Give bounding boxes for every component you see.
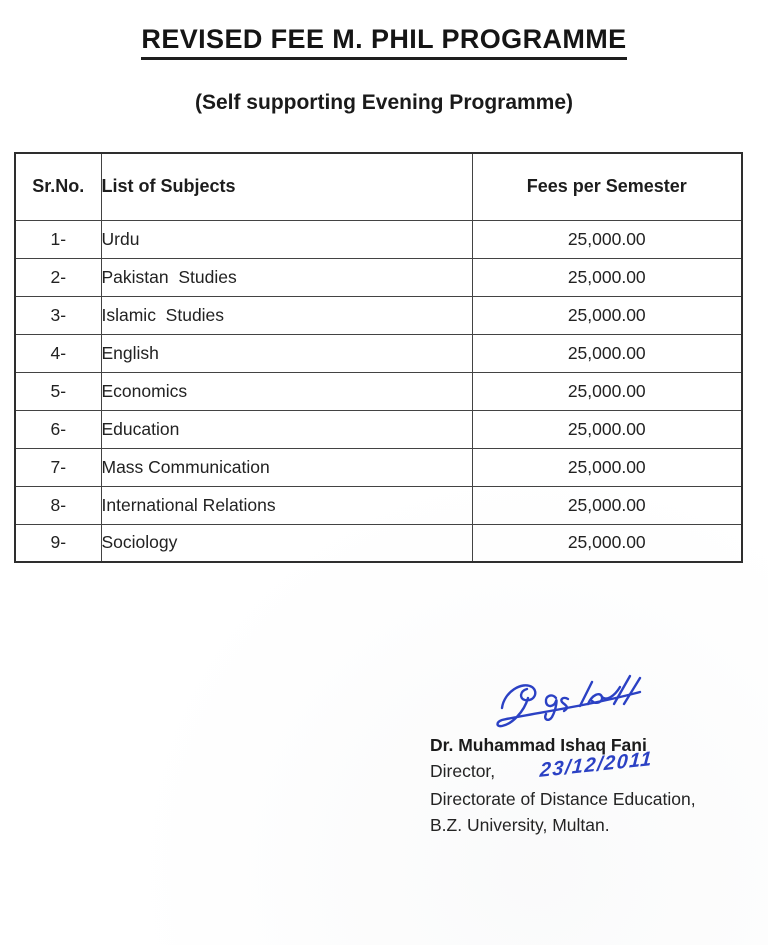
- table-row: [15, 258, 742, 296]
- cell-sr-no: 6-: [15, 410, 101, 448]
- cell-subject: International Relations: [101, 486, 472, 524]
- signatory-org-line1: Directorate of Distance Education,: [430, 789, 696, 809]
- cell-subject: Pakistan Studies: [101, 258, 472, 296]
- col-header-subjects: List of Subjects: [101, 153, 472, 220]
- cell-fee: 25,000.00: [472, 220, 742, 258]
- cell-sr-no: 1-: [15, 220, 101, 258]
- cell-fee: 25,000.00: [472, 410, 742, 448]
- handwritten-date: 23/12/2011: [539, 747, 654, 782]
- cell-subject: Urdu: [101, 220, 472, 258]
- cell-fee: 25,000.00: [472, 524, 742, 562]
- signatory-title-row: [430, 747, 760, 786]
- cell-subject: Sociology: [101, 524, 472, 562]
- cell-fee: 25,000.00: [472, 334, 742, 372]
- cell-subject: English: [101, 334, 472, 372]
- table-row: [15, 486, 742, 524]
- cell-sr-no: 3-: [15, 296, 101, 334]
- table-row: [15, 334, 742, 372]
- table-row: [15, 296, 742, 334]
- signatory-title: Director,: [430, 761, 496, 781]
- signatory-name: Dr. Muhammad Ishaq Fani: [430, 735, 647, 755]
- cell-sr-no: 5-: [15, 372, 101, 410]
- signature-scribble: [488, 672, 658, 736]
- fee-table: [14, 152, 743, 563]
- cell-subject: Economics: [101, 372, 472, 410]
- signatory-org-line2: B.Z. University, Multan.: [430, 815, 610, 835]
- fee-table-body: [15, 220, 742, 562]
- cell-sr-no: 4-: [15, 334, 101, 372]
- cell-sr-no: 7-: [15, 448, 101, 486]
- header-row: [15, 153, 742, 220]
- cell-fee: 25,000.00: [472, 372, 742, 410]
- col-header-fees: Fees per Semester: [472, 153, 742, 220]
- cell-subject: Mass Communication: [101, 448, 472, 486]
- fee-table-header: [15, 153, 742, 220]
- cell-sr-no: 2-: [15, 258, 101, 296]
- cell-fee: 25,000.00: [472, 258, 742, 296]
- cell-fee: 25,000.00: [472, 296, 742, 334]
- col-header-sr-no: Sr.No.: [15, 153, 101, 220]
- table-row: [15, 372, 742, 410]
- cell-subject: Islamic Studies: [101, 296, 472, 334]
- title-container: [0, 0, 768, 60]
- table-row: [15, 448, 742, 486]
- document-subtitle: (Self supporting Evening Programme): [194, 91, 574, 114]
- table-row: [15, 410, 742, 448]
- table-row: [15, 524, 742, 562]
- cell-fee: 25,000.00: [472, 448, 742, 486]
- signature-block: [430, 676, 760, 838]
- cell-subject: Education: [101, 410, 472, 448]
- cell-fee: 25,000.00: [472, 486, 742, 524]
- table-row: [15, 220, 742, 258]
- cell-sr-no: 8-: [15, 486, 101, 524]
- document-title: REVISED FEE M. PHIL PROGRAMME: [141, 24, 626, 60]
- cell-sr-no: 9-: [15, 524, 101, 562]
